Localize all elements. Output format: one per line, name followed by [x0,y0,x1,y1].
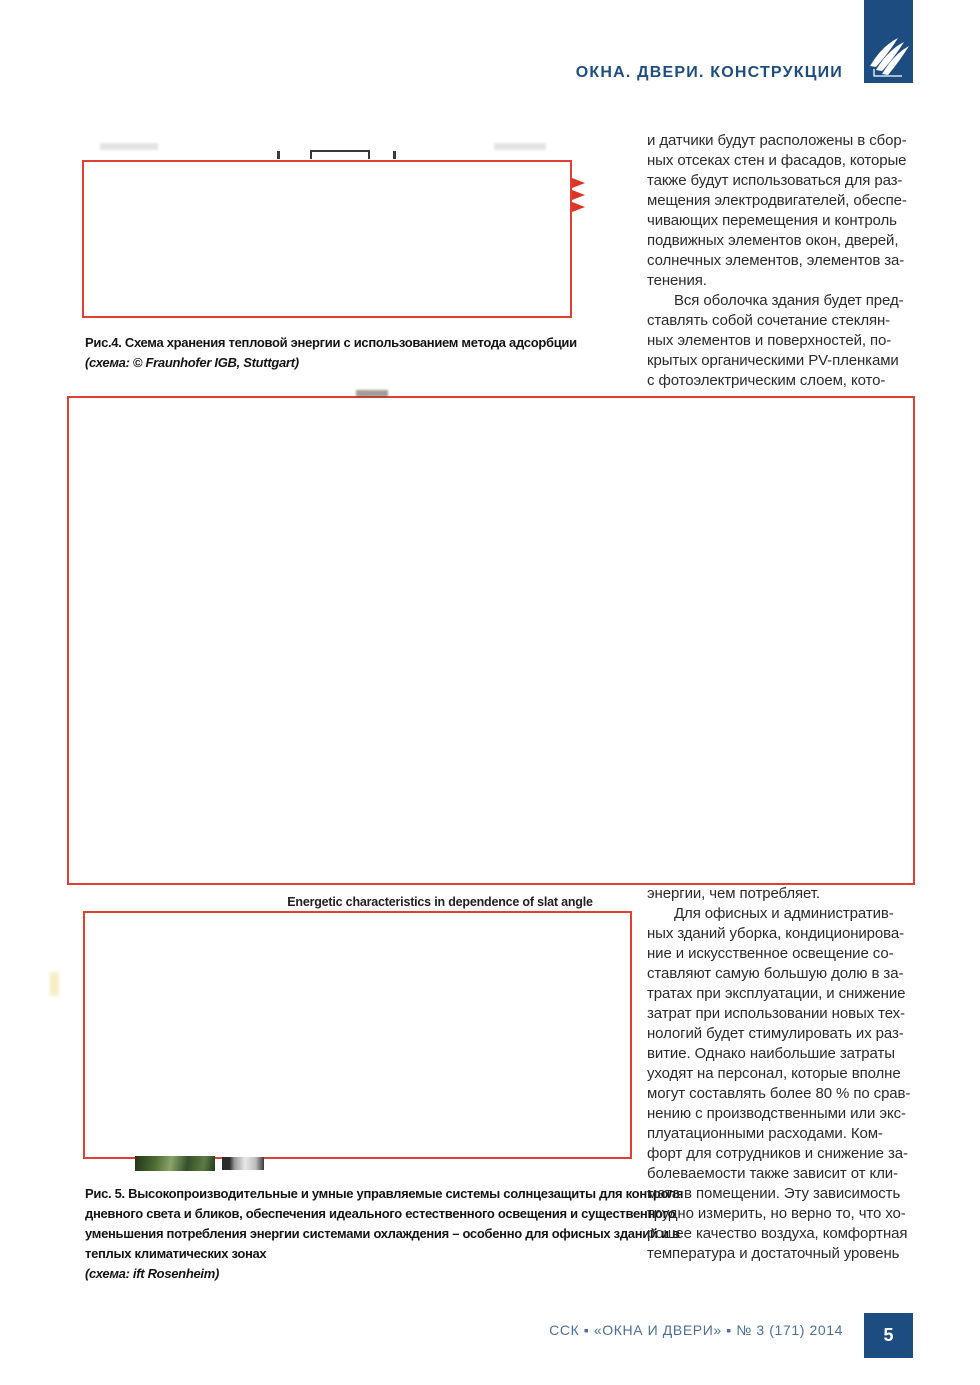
body-line: ных элементов и поверхностей, по- [647,332,892,349]
body-column-upper [647,131,919,391]
diagram-tick-mark [277,151,280,159]
figure5-caption-line: теплых климатических зонах [85,1246,267,1261]
body-line: солнечных элементов, элементов за- [647,252,905,269]
body-line: тенения. [647,272,707,289]
body-line: нению с производственными или экс- [647,1105,906,1122]
magazine-title: ОКНА. ДВЕРИ. КОНСТРУКЦИИ [575,64,843,81]
body-line: Вся оболочка здания будет пред- [674,292,904,309]
body-line: ных отсеках стен и фасадов, которые [647,152,907,169]
body-line: подвижных элементов окон, дверей, [647,232,899,249]
faint-print-artifact [494,143,546,150]
body-line: и датчики будут расположены в сбор- [647,132,907,149]
body-line: ставляют самую большую долю в за- [647,965,904,982]
body-line: тратах при эксплуатации, и снижение [647,985,906,1002]
figure5-thumbnail-blind [222,1157,264,1170]
publisher-logo [864,0,913,83]
body-line: мещения электродвигателей, обеспе- [647,192,907,209]
figure5-caption-credit: (схема: ift Rosenheim) [85,1266,219,1281]
body-line: энергии, чем потребляет. [647,885,820,902]
body-line: с фотоэлектрическим слоем, кото- [647,372,886,389]
body-line: ных зданий уборка, кондиционирова- [647,925,904,942]
figure4-caption-line: Рис.4. Схема хранения тепловой энергии с использованием метода адсорбции [85,335,577,350]
page-number-badge: 5 [864,1313,913,1358]
figure5-caption-line: Рис. 5. Высокопроизводительные и умные управляемые системы солнцезащиты для контроля [85,1186,684,1201]
figure5-image-placeholder [83,911,632,1159]
body-line: затрат при использовании новых тех- [647,1005,905,1022]
body-line: температура и достаточный уровень [647,1245,900,1262]
figure4-caption-credit: (схема: © Fraunhofer IGB, Stuttgart) [85,355,299,370]
red-arrow-icon [572,190,585,200]
figure5-chart-heading: Energetic characteristics in dependence of slat angle [287,895,593,909]
body-line: форт для сотрудников и снижение за- [647,1145,908,1162]
body-line: нологий будет стимулировать их раз- [647,1025,904,1042]
body-line: Для офисных и административ- [674,905,894,922]
figure5-caption [85,1184,683,1284]
body-line: ние и искусственное освещение со- [647,945,894,962]
diagram-bracket-shape [310,150,370,159]
diagram-tick-mark [393,151,396,159]
body-line: уходят на персонал, которые вполне [647,1065,901,1082]
body-line: рошее качество воздуха, комфортная [647,1225,908,1242]
body-line: трудно измерить, но верно то, что хо- [647,1205,906,1222]
body-line: плуатационными расходами. Ком- [647,1125,883,1142]
figure4-caption [85,333,577,373]
body-line: болеваемости также зависит от кли- [647,1165,898,1182]
figure5-thumbnail-green [135,1156,215,1171]
body-line: крытых органическими PV-пленками [647,352,899,369]
faint-print-artifact [50,972,59,996]
faint-print-artifact [356,390,388,397]
body-line: чивающих перемещения и контроль [647,212,897,229]
figure5-caption-line: уменьшения потребления энергии системами охлаждения – особенно для офисных зданий и в [85,1226,680,1241]
body-line: могут составлять более 80 % по срав- [647,1085,911,1102]
body-line: мата в помещении. Эту зависимость [647,1185,901,1202]
body-line: ставлять собой сочетание стеклян- [647,312,891,329]
body-line: витие. Однако наибольшие затраты [647,1045,895,1062]
figure4-image-placeholder [82,160,572,318]
red-arrow-icon [572,178,585,188]
body-line: также будут использоваться для раз- [647,172,903,189]
red-arrow-icon [572,202,585,212]
figure5-caption-line: дневного света и бликов, обеспечения идеального естественного освещения и существенного [85,1206,676,1221]
footer-issue-line: ССК ▪ «ОКНА И ДВЕРИ» ▪ № 3 (171) 2014 [549,1322,843,1338]
body-column-lower [647,884,919,1264]
figure-middle-image-placeholder [67,396,915,885]
faint-print-artifact [100,143,158,150]
